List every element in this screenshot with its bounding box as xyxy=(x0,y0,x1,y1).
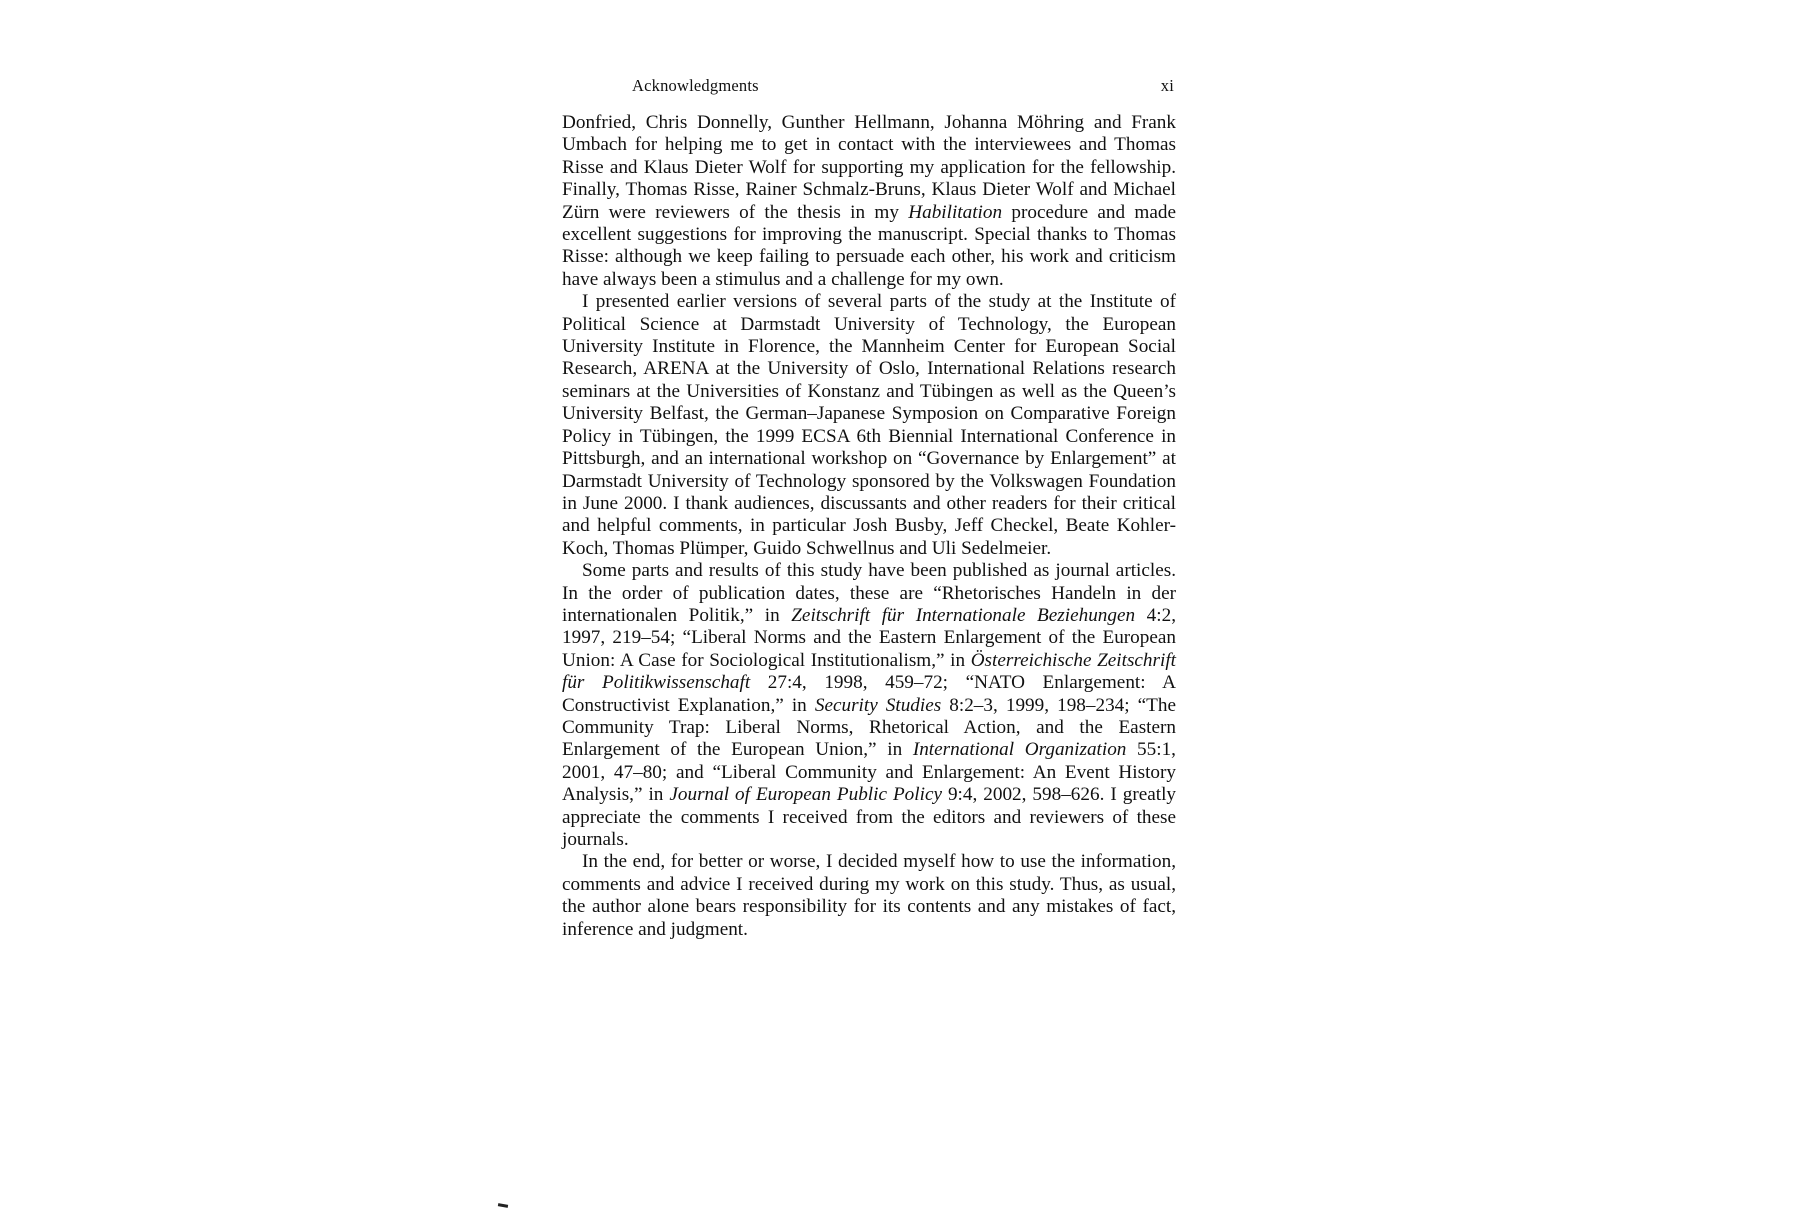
italic-run: Journal of European Public Policy xyxy=(669,784,942,806)
paragraph xyxy=(562,560,1176,851)
body-text xyxy=(562,112,1176,941)
text-run: 8:2–3, 1999, 198–234; “The Community Trap: Liberal Norms, Rhetorical Action, and the Eastern Enlargement of the European Union,” in xyxy=(562,694,1177,761)
text-run: 55:1, 2001, 47–80; and “Liberal Community and Enlargement: An Event History Analysis,” in xyxy=(562,739,1176,806)
italic-run: International Organization xyxy=(912,739,1127,761)
italic-run: Zeitschrift für Internationale Beziehungen xyxy=(791,604,1136,626)
text-run: I presented earlier versions of several parts of the study at the Institute of Political Science at Darmstadt University of Technology, the European University Institute in Florence, the Mannheim Center for European Social Research, ARENA at the University of Oslo, International Relations research seminars at the Universities of Konstanz and Tübingen as well as the Queen’s University Belfast, the German–Japanese Symposion on Comparative Foreign Policy in Tübingen, the 1999 ECSA 6th Biennial International Conference in Pittsburgh, and an international workshop on “Governance by Enlargement” at Darmstadt University of Technology sponsored by the Volkswagen Foundation in June 2000. I thank audiences, discussants and other readers for their critical and helpful comments, in particular Josh Busby, Jeff Checkel, Beate Kohler-Koch, Thomas Plümper, Guido Schwellnus and Uli Sedelmeier. xyxy=(562,291,1176,559)
text-run: In the end, for better or worse, I decided myself how to use the information, comments and advice I received during my work on this study. Thus, as usual, the author alone bears responsibility for its contents and any mistakes of fact, inference and judgment. xyxy=(562,851,1176,940)
text-run: 9:4, 2002, 598–626. I greatly appreciate the comments I received from the editors and reviewers of these journals. xyxy=(562,784,1177,850)
text-run: procedure and made excellent suggestions for improving the manuscript. Special thanks to Thomas Risse: although we keep failing to persuade each other, his work and criticism have always been a stimulus and a challenge for my own. xyxy=(562,201,1176,290)
page-number: xi xyxy=(1160,76,1174,95)
book-page xyxy=(562,76,1176,941)
text-run: 4:2, 1997, 219–54; “Liberal Norms and the Eastern Enlargement of the European Union: A Case for Sociological Institutionalism,” in xyxy=(562,604,1176,671)
italic-run: Österreichische Zeitschrift für Politikwissenschaft xyxy=(562,649,1176,694)
italic-run: Habilitation xyxy=(908,201,1003,223)
running-head-title: Acknowledgments xyxy=(632,76,759,95)
text-run: Donfried, Chris Donnelly, Gunther Hellmann, Johanna Möhring and Frank Umbach for helping me to get in contact with the interviewees and Thomas Risse and Klaus Dieter Wolf for supporting my application for the fellowship. Finally, Thomas Risse, Rainer Schmalz-Bruns, Klaus Dieter Wolf and Michael Zürn were reviewers of the thesis in my xyxy=(562,112,1176,223)
running-head xyxy=(562,76,1176,98)
scan-artifact xyxy=(498,1203,508,1208)
paragraph xyxy=(562,291,1176,560)
text-run: Some parts and results of this study have been published as journal articles. In the order of publication dates, these are “Rhetorisches Handeln in der internationalen Politik,” in xyxy=(562,560,1176,626)
text-run: 27:4, 1998, 459–72; “NATO Enlargement: A Constructivist Explanation,” in xyxy=(562,672,1176,716)
italic-run: Security Studies xyxy=(814,694,942,716)
paragraph xyxy=(562,851,1176,941)
paragraph xyxy=(562,112,1176,291)
